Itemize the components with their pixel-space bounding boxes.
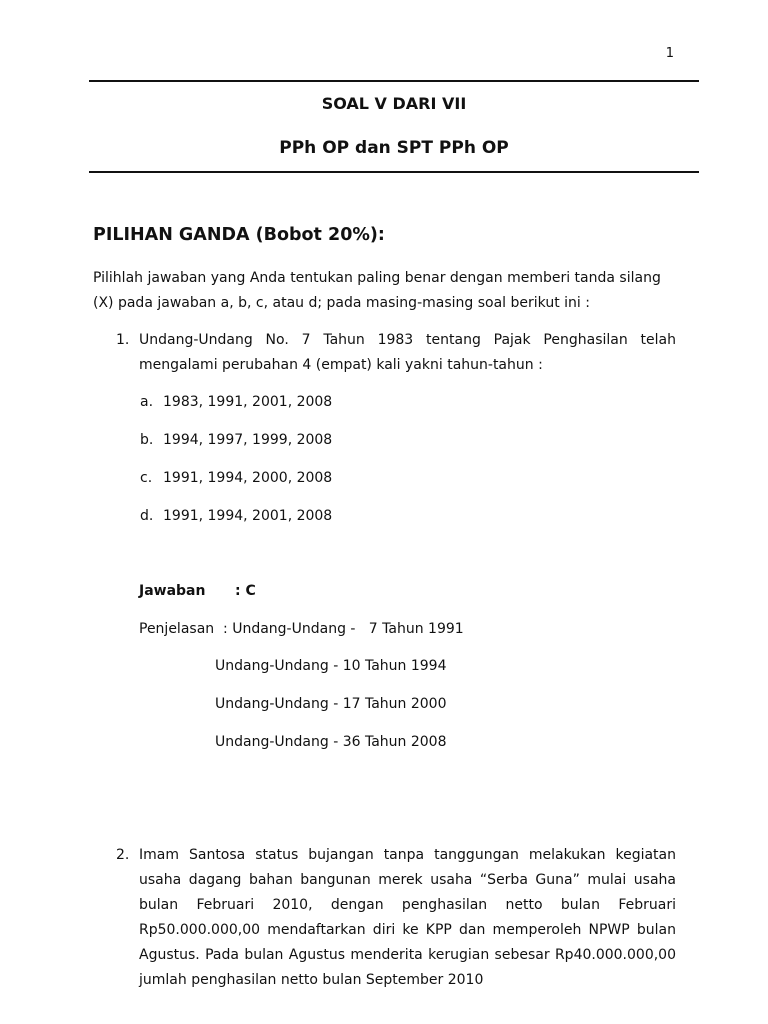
header-top-rule <box>89 80 699 82</box>
answer-label: Jawaban <box>139 583 206 599</box>
question-1-number: 1. <box>116 332 130 348</box>
option-b-letter: b. <box>140 432 154 448</box>
option-a-text: 1983, 1991, 2001, 2008 <box>163 394 333 410</box>
option-b <box>140 432 332 448</box>
explanation-line-4: Undang-Undang - 36 Tahun 2008 <box>215 734 447 750</box>
option-a <box>140 394 332 410</box>
document-title: SOAL V DARI VII <box>321 94 467 113</box>
page-number: 1 <box>665 46 674 61</box>
option-b-text: 1994, 1997, 1999, 2008 <box>163 432 333 448</box>
question-1 <box>116 328 676 378</box>
option-c-text: 1991, 1994, 2000, 2008 <box>163 470 333 486</box>
explanation-line-1: Penjelasan : Undang-Undang - 7 Tahun 1991 <box>139 621 464 637</box>
question-1-text: Undang-Undang No. 7 Tahun 1983 tentang Pajak Penghasilan telah mengalami perubahan 4 (empat) kali yakni tahun-tahun : <box>139 332 676 373</box>
option-d <box>140 508 332 524</box>
answer-value: : C <box>235 583 256 599</box>
question-2 <box>116 843 676 993</box>
option-c <box>140 470 332 486</box>
question-2-text: Imam Santosa status bujangan tanpa tanggungan melakukan kegiatan usaha dagang bahan bangunan merek usaha “Serba Guna” mulai usaha bulan Februari 2010, dengan penghasilan netto bulan Februari Rp50.000.000,00 mendaftarkan diri ke KPP dan memperoleh NPWP bulan Agustus. Pada bulan Agustus menderita kerugian sebesar Rp40.000.000,00 jumlah penghasilan netto bulan September 2010 <box>139 847 676 988</box>
option-a-letter: a. <box>140 394 154 410</box>
question-2-number: 2. <box>116 847 130 863</box>
header-bottom-rule <box>89 171 699 173</box>
option-c-letter: c. <box>140 470 153 486</box>
instructions-paragraph: Pilihlah jawaban yang Anda tentukan paling benar dengan memberi tanda silang (X) pada jawaban a, b, c, atau d; pada masing-masing soal berikut ini : <box>93 270 661 311</box>
document-subtitle: PPh OP dan SPT PPh OP <box>279 138 509 158</box>
section-heading: PILIHAN GANDA (Bobot 20%): <box>93 225 385 245</box>
option-d-text: 1991, 1994, 2001, 2008 <box>163 508 333 524</box>
explanation-line-2: Undang-Undang - 10 Tahun 1994 <box>215 658 447 674</box>
explanation-line-3: Undang-Undang - 17 Tahun 2000 <box>215 696 447 712</box>
option-d-letter: d. <box>140 508 154 524</box>
answer-line <box>139 583 256 599</box>
